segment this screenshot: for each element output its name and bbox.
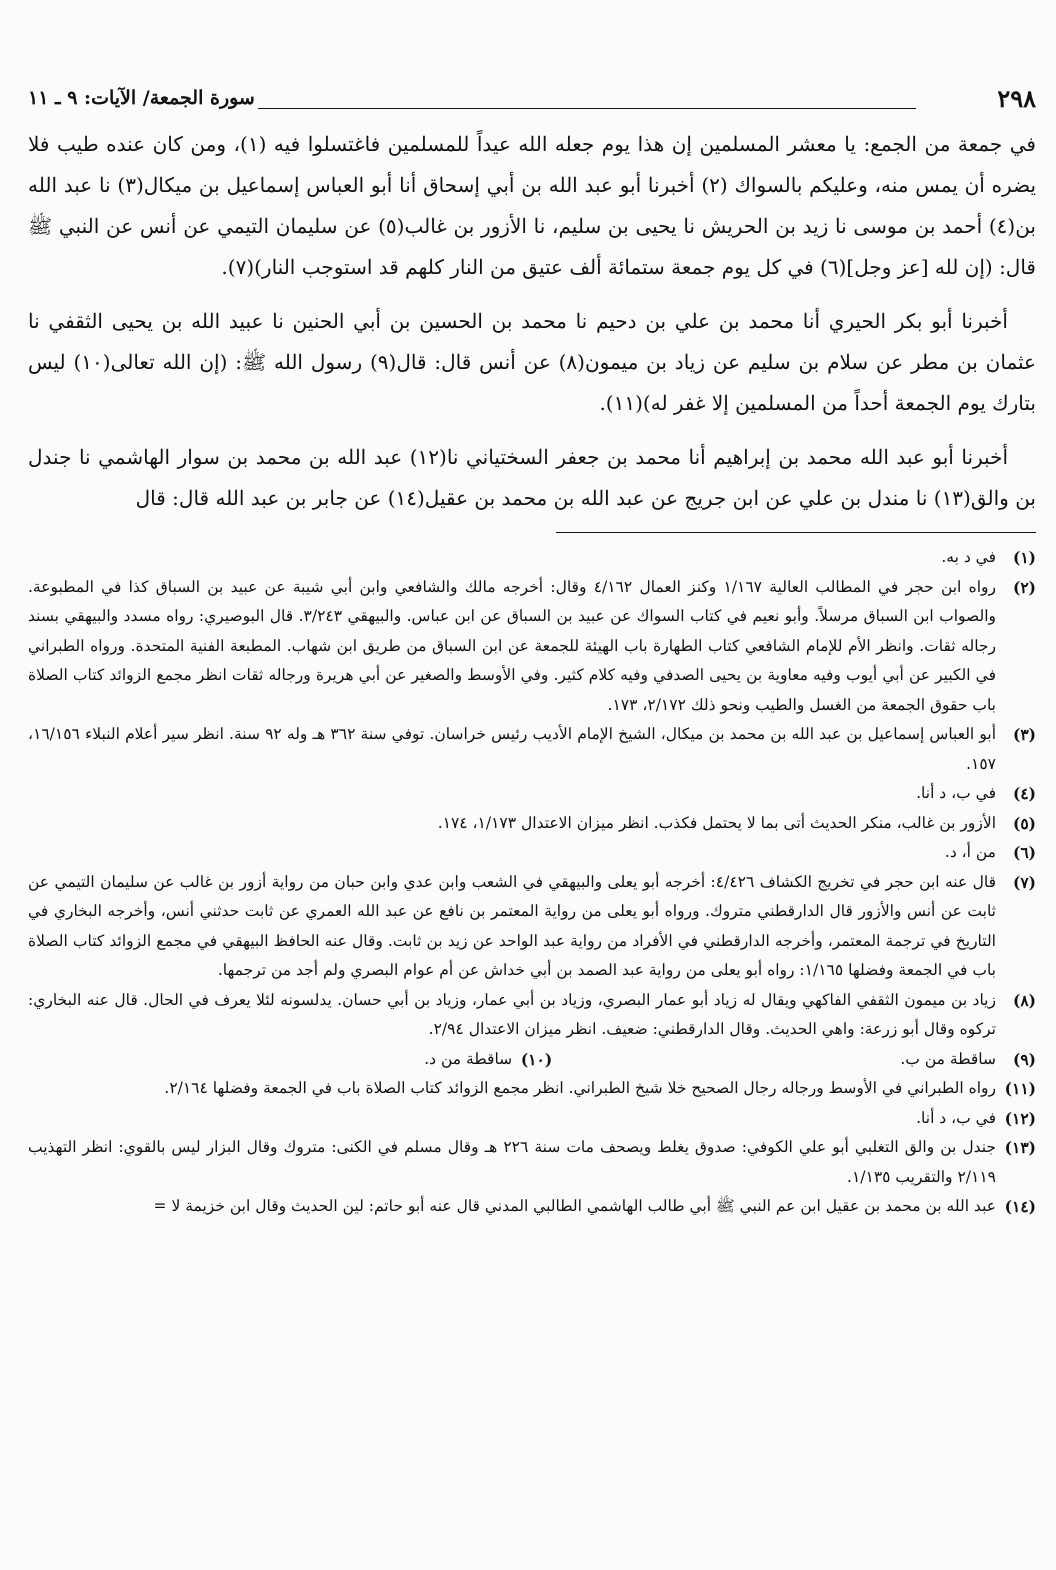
footnote-text: زياد بن ميمون الثقفي الفاكهي ويقال له زياد أبو عمار البصري، وزياد بن أبي عمار، وزياد بن أبي حسان. يدلسونه لئلا يعرف في الحال. قال عنه البخاري: تركوه وقال أبو زرعة: واهي الحديث. وقال الدارقطني: ضعيف. انظر ميزان الاعتدال ٢/٩٤. (28, 990, 996, 1038)
footnote-number: (١) (1012, 548, 1036, 567)
footnote (28, 779, 1036, 809)
footnote-text: أبو العباس إسماعيل بن عبد الله بن محمد بن ميكال، الشيخ الإمام الأديب رئيس خراسان. توفي سنة ٣٦٢ هـ وله ٩٢ سنة. انظر سير أعلام النبلاء ١٦/١٥٦، ١٥٧. (28, 725, 997, 773)
footnote (28, 1074, 1036, 1104)
footnotes (28, 543, 1036, 1222)
footnote (28, 1133, 1036, 1192)
footnote-text: جندل بن والق التغلبي أبو علي الكوفي: صدوق يغلط ويصحف مات سنة ٢٢٦ هـ وقال مسلم في الكنى: متروك وقال البزار ليس بالقوي: انظر التهذيب ٢/١١٩ والتقريب ١/١٣٥. (28, 1138, 996, 1186)
footnote-pair (28, 1045, 1036, 1075)
footnote-number: (٩) (1012, 1049, 1036, 1069)
footnote-number: (١٠) (520, 1049, 553, 1069)
footnote (28, 543, 1036, 573)
footnote (28, 838, 1036, 868)
page-number: ٢٩٨ (997, 84, 1036, 113)
footnote (28, 573, 1036, 721)
footnote-number: (٨) (1012, 990, 1036, 1010)
footnote-number: (٧) (1012, 872, 1036, 892)
footnote-text: في ب، د أنا. (916, 784, 996, 802)
footnote (68, 1045, 552, 1075)
footnote-text: ساقطة من ب. (900, 1049, 996, 1068)
paragraph: أخبرنا أبو بكر الحيري أنا محمد بن علي بن دحيم نا محمد بن الحسين بن أبي الحنين نا عبيد الله بن يحيى الثقفي نا عثمان بن مطر عن سلام بن سليم عن زياد بن ميمون(٨) عن أنس قال: قال(٩) رسول الله ﷺ: (إن الله تعالى(١٠) ليس بتارك يوم الجمعة أحداً من المسلمين إلا غفر له)(١١). (28, 309, 1036, 415)
footnote-separator (556, 532, 1036, 533)
footnote-text: من أ، د. (944, 843, 996, 861)
footnote-text: الأزور بن غالب، منكر الحديث أتى بما لا يحتمل فكذب. انظر ميزان الاعتدال ١/١٧٣، ١٧٤. (437, 813, 996, 832)
footnote (28, 720, 1036, 779)
page (28, 84, 1036, 1222)
footnote-text: في ب، د أنا. (916, 1108, 996, 1127)
footnote (28, 809, 1036, 839)
footnote-text: رواه ابن حجر في المطالب العالية ١/١٦٧ وكنز العمال ٤/١٦٢ وقال: أخرجه مالك والشافعي وابن أبي شيبة عن عبيد بن السباق كذا في المطبوعة. والصواب ابن السباق مرسلاً. وأبو نعيم في كتاب السواك عن عبيد بن السباق عن ابن عباس. والبيهقي ٣/٢٤٣. قال البوصيري: رواه مسدد والبيهقي بسند رجاله ثقات. وانظر الأم للإمام الشافعي كتاب الطهارة باب الهيئة للجمعة عن ابن السباق من طريق ابن شهاب. المطبعة الفنية المتحدة. ورواه الطبراني في الكبير عن أبي أيوب وفيه معاوية بن يحيى الصدفي وفيه كلام كثير. وفي الأوسط والصغير عن أبي هريرة ورجاله ثقات انظر مجمع الزوائد كتاب الصلاة باب حقوق الجمعة من الغسل والطيب ونحو ذلك ٢/١٧٢، ١٧٣. (28, 577, 997, 714)
footnote (28, 1104, 1036, 1134)
footnote-number: (٦) (1012, 843, 1036, 862)
footnote-number: (١١) (1004, 1079, 1036, 1098)
footnote-text: عبد الله بن محمد بن عقيل ابن عم النبي ﷺ أبي طالب الهاشمي الطالبي المدني قال عنه أبو حاتم: لين الحديث وقال ابن خزيمة لا = (153, 1197, 996, 1215)
page-header (28, 84, 1036, 118)
footnote-number: (٣) (1012, 725, 1036, 744)
footnote-number: (٥) (1012, 813, 1036, 833)
footnote-number: (١٢) (1004, 1108, 1036, 1128)
paragraph: في جمعة من الجمع: يا معشر المسلمين إن هذا يوم جعله الله عيداً للمسلمين فاغتسلوا فيه (١)، ومن كان عنده طيب فلا يضره أن يمس منه، وعليكم بالسواك (٢) أخبرنا أبو عبد الله بن أبي إسحاق أنا أبو العباس إسماعيل بن ميكال(٣) نا عبد الله بن(٤) أحمد بن موسى نا زيد بن الحريش نا يحيى بن سليم، نا الأزور بن غالب(٥) عن سليمان التيمي عن أنس عن النبي ﷺ قال: (إن لله [عز وجل](٦) في كل يوم جمعة ستمائة ألف عتيق من النار كلهم قد استوجب النار)(٧). (28, 132, 1037, 279)
footnote-text: قال عنه ابن حجر في تخريج الكشاف ٤/٤٢٦: أخرجه أبو يعلى والبيهقي في الشعب وابن عدي وابن حبان من رواية أزور بن غالب عن سليمان التيمي عن ثابت عن أنس والأزور قال الدارقطني متروك. ورواه أبو يعلى من رواية المعتمر بن نافع عن عبد الله العمري عن ثابت حدثني أنس، وأخرجه البخاري في التاريخ في ترجمة المعتمر، وأخرجه الدارقطني في الأفراد من رواية عبد الواحد عن زيد بن ثابت. وقال عنه الحافظ البيهقي في مجمع الزوائد كتاب الصلاة باب في الجمعة وفضلها ١/١٦٥: رواه أبو يعلى من رواية عبد الصمد بن أبي خداش عن أم عوام البصري ولم أجد من ترجمها. (28, 872, 997, 979)
footnote-number: (٤) (1012, 784, 1036, 803)
paragraph: أخبرنا أبو عبد الله محمد بن إبراهيم أنا محمد بن جعفر السختياني نا(١٢) عبد الله بن محمد بن سوار الهاشمي نا جندل بن والق(١٣) نا مندل بن علي عن ابن جريج عن عبد الله بن محمد بن عقيل(١٤) عن جابر بن عبد الله قال: قال (28, 445, 1036, 510)
footnote-number: (١٤) (1004, 1197, 1036, 1216)
footnote-text: ساقطة من د. (424, 1049, 513, 1068)
footnote (28, 868, 1036, 986)
running-title: سورة الجمعة/ الآيات: ٩ ـ ١١ (28, 87, 255, 109)
header-rule (258, 108, 916, 109)
footnote-text: في د به. (941, 548, 996, 566)
footnote-text: رواه الطبراني في الأوسط ورجاله رجال الصحيح خلا شيخ الطبراني. انظر مجمع الزوائد كتاب الصلاة باب في الجمعة وفضلها ٢/١٦٤. (164, 1079, 996, 1097)
footnote (28, 986, 1036, 1045)
footnote-number: (١٣) (1004, 1138, 1036, 1157)
main-text (28, 124, 1036, 519)
footnote (552, 1045, 1036, 1075)
footnote (28, 1192, 1036, 1222)
footnote-number: (٢) (1012, 577, 1036, 597)
